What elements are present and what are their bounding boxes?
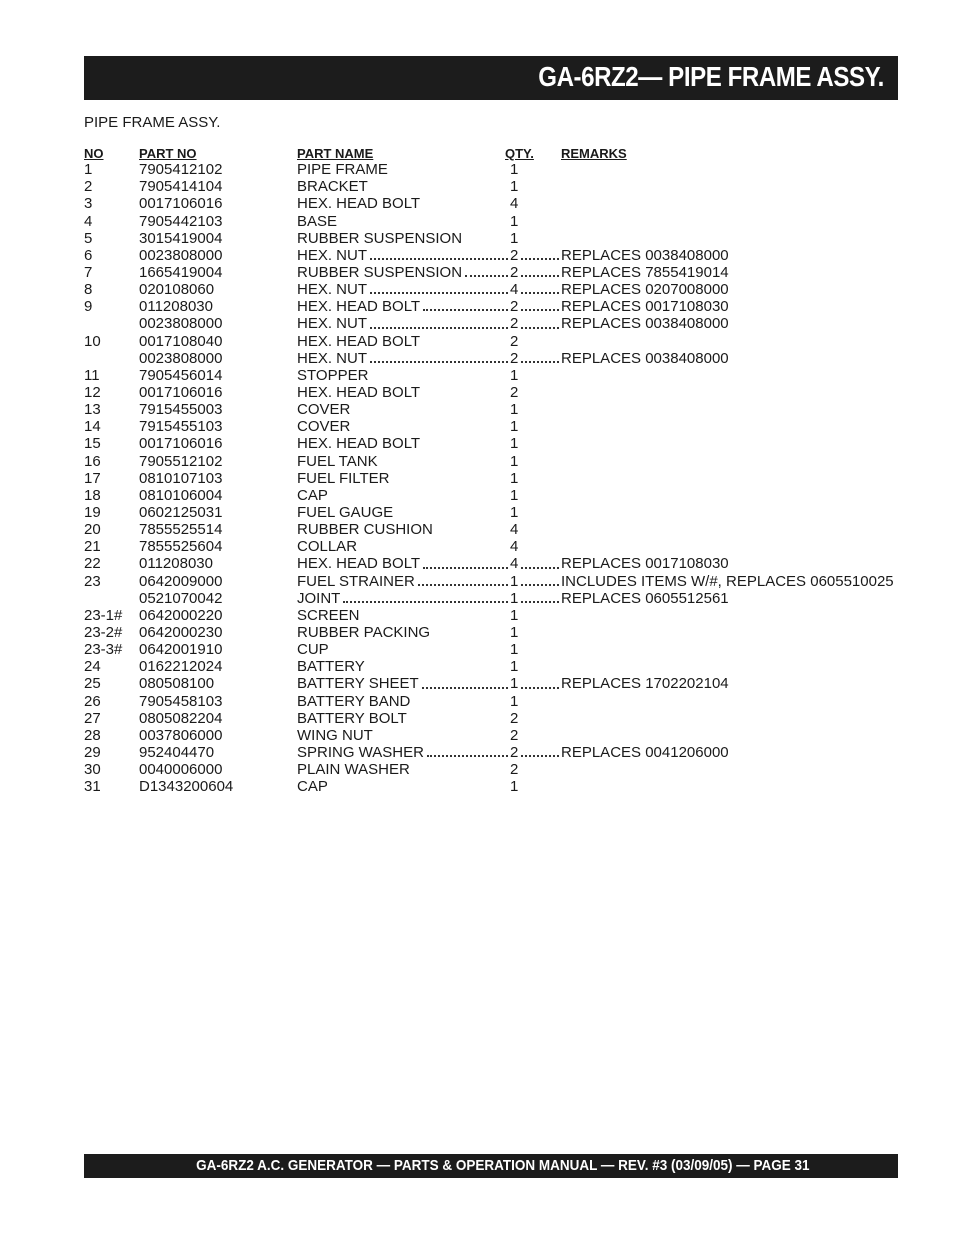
table-row — [84, 435, 898, 452]
part-no: 0023808000 — [139, 349, 223, 367]
remarks: REPLACES 0038408000 — [561, 349, 729, 367]
table-body — [84, 161, 898, 795]
part-number-index: 23-1# — [84, 606, 123, 624]
part-no: 952404470 — [139, 743, 215, 761]
table-row — [84, 487, 898, 504]
table-row — [84, 641, 898, 658]
part-no: 7905512102 — [139, 452, 223, 470]
qty: 1 — [510, 212, 519, 230]
part-no: 7915455003 — [139, 401, 223, 419]
table-row — [84, 333, 898, 350]
dotted-leader — [370, 324, 508, 329]
qty: 2 — [510, 743, 519, 761]
part-name: WING NUT — [297, 726, 373, 744]
remarks: REPLACES 0017108030 — [561, 555, 729, 573]
part-name: SCREEN — [297, 606, 360, 624]
table-row — [84, 161, 898, 178]
qty: 1 — [510, 161, 519, 179]
table-row — [84, 178, 898, 195]
part-no: 080508100 — [139, 675, 215, 693]
part-name: JOINT — [297, 589, 341, 607]
part-number-index: 6 — [84, 246, 93, 264]
table-row — [84, 624, 898, 641]
part-name: HEX. HEAD BOLT — [297, 555, 421, 573]
part-name: HEX. NUT — [297, 246, 368, 264]
part-no: 7855525604 — [139, 538, 223, 556]
part-number-index: 5 — [84, 229, 93, 247]
part-name: RUBBER CUSHION — [297, 521, 433, 539]
dotted-leader — [521, 324, 559, 329]
table-row — [84, 230, 898, 247]
part-name: COLLAR — [297, 538, 358, 556]
part-number-index: 29 — [84, 743, 101, 761]
part-name: FUEL STRAINER — [297, 572, 415, 590]
part-no: 1665419004 — [139, 263, 223, 281]
table-row — [84, 264, 898, 281]
dotted-leader — [521, 684, 559, 689]
part-name: HEX. HEAD BOLT — [297, 195, 421, 213]
part-name: HEX. HEAD BOLT — [297, 435, 421, 453]
qty: 2 — [510, 349, 519, 367]
qty: 1 — [510, 366, 519, 384]
qty: 4 — [510, 521, 519, 539]
part-no: 0521070042 — [139, 589, 223, 607]
qty: 1 — [510, 778, 519, 796]
table-row — [84, 658, 898, 675]
part-name: BATTERY BAND — [297, 692, 411, 710]
remarks: REPLACES 7855419014 — [561, 263, 729, 281]
qty: 4 — [510, 538, 519, 556]
dotted-leader — [423, 306, 508, 311]
dotted-leader — [521, 752, 559, 757]
qty: 2 — [510, 761, 519, 779]
part-no: 7905458103 — [139, 692, 223, 710]
part-number-index: 20 — [84, 521, 101, 539]
part-no: 0023808000 — [139, 246, 223, 264]
table-row — [84, 710, 898, 727]
table-row — [84, 315, 898, 332]
dotted-leader — [521, 255, 559, 260]
dotted-leader — [423, 564, 508, 569]
part-number-index: 11 — [84, 366, 100, 384]
dotted-leader — [521, 564, 559, 569]
part-no: 0805082204 — [139, 709, 223, 727]
part-no: 0642000230 — [139, 623, 223, 641]
dotted-leader — [521, 289, 559, 294]
part-number-index: 27 — [84, 709, 101, 727]
part-no: 0642009000 — [139, 572, 223, 590]
part-name: HEX. HEAD BOLT — [297, 332, 421, 350]
part-name: HEX. NUT — [297, 315, 368, 333]
dotted-leader — [370, 358, 508, 363]
table-row — [84, 298, 898, 315]
part-no: 0602125031 — [139, 503, 223, 521]
table-row — [84, 607, 898, 624]
part-name: COVER — [297, 418, 351, 436]
qty: 1 — [510, 435, 519, 453]
qty: 2 — [510, 263, 519, 281]
part-name: PIPE FRAME — [297, 161, 388, 179]
part-number-index: 9 — [84, 298, 93, 316]
part-no: 7915455103 — [139, 418, 223, 436]
table-row — [84, 727, 898, 744]
table-row — [84, 555, 898, 572]
qty: 2 — [510, 383, 519, 401]
dotted-leader — [521, 358, 559, 363]
qty: 2 — [510, 298, 519, 316]
table-row — [84, 401, 898, 418]
dotted-leader — [418, 581, 508, 586]
qty: 1 — [510, 658, 519, 676]
dotted-leader — [521, 306, 559, 311]
qty: 1 — [510, 692, 519, 710]
remarks: REPLACES 1702202104 — [561, 675, 729, 693]
dotted-leader — [370, 255, 508, 260]
part-number-index: 22 — [84, 555, 101, 573]
table-row — [84, 195, 898, 212]
table-row — [84, 538, 898, 555]
dotted-leader — [343, 598, 508, 603]
part-number-index: 16 — [84, 452, 101, 470]
page-title: GA-6RZ2— PIPE FRAME ASSY. — [538, 61, 884, 92]
part-no: 3015419004 — [139, 229, 223, 247]
part-name: HEX. NUT — [297, 349, 368, 367]
part-no: 0023808000 — [139, 315, 223, 333]
table-row — [84, 504, 898, 521]
table-row — [84, 213, 898, 230]
title-bar — [84, 56, 898, 100]
column-header-no: NO — [84, 146, 104, 161]
qty: 1 — [510, 503, 519, 521]
qty: 2 — [510, 726, 519, 744]
table-row — [84, 761, 898, 778]
footer-text: GA-6RZ2 A.C. GENERATOR — PARTS & OPERATION MANUAL — REV. #3 (03/09/05) — PAGE 31 — [196, 1157, 810, 1174]
qty: 4 — [510, 555, 519, 573]
qty: 1 — [510, 572, 519, 590]
part-name: BASE — [297, 212, 338, 230]
qty: 4 — [510, 195, 519, 213]
table-row — [84, 384, 898, 401]
part-number-index: 23-3# — [84, 641, 123, 659]
table-row — [84, 693, 898, 710]
remarks: INCLUDES ITEMS W/#, REPLACES 0605510025 — [561, 572, 894, 590]
part-name: RUBBER SUSPENSION — [297, 229, 463, 247]
table-row — [84, 590, 898, 607]
part-number-index: 25 — [84, 675, 101, 693]
part-number-index: 24 — [84, 658, 101, 676]
qty: 2 — [510, 246, 519, 264]
table-row — [84, 418, 898, 435]
part-name: BRACKET — [297, 178, 368, 196]
part-number-index: 23-2# — [84, 623, 123, 641]
part-name: SPRING WASHER — [297, 743, 424, 761]
qty: 1 — [510, 486, 519, 504]
qty: 1 — [510, 452, 519, 470]
part-number-index: 19 — [84, 503, 101, 521]
section-label: PIPE FRAME ASSY. — [84, 114, 221, 131]
dotted-leader — [370, 289, 508, 294]
table-row — [84, 453, 898, 470]
part-number-index: 1 — [84, 161, 93, 179]
part-name: HEX. NUT — [297, 281, 368, 299]
table-row — [84, 470, 898, 487]
table-row — [84, 573, 898, 590]
part-name: FUEL FILTER — [297, 469, 390, 487]
part-no: 0017106016 — [139, 435, 223, 453]
table-row — [84, 744, 898, 761]
dotted-leader — [521, 581, 559, 586]
part-number-index: 26 — [84, 692, 101, 710]
part-number-index: 3 — [84, 195, 93, 213]
part-name: RUBBER SUSPENSION — [297, 263, 463, 281]
table-row — [84, 367, 898, 384]
remarks: REPLACES 0038408000 — [561, 246, 729, 264]
part-no: 0642001910 — [139, 641, 223, 659]
column-header-qty: QTY. — [505, 146, 534, 161]
part-no: 7905412102 — [139, 161, 223, 179]
qty: 1 — [510, 178, 519, 196]
column-header-part-no: PART NO — [139, 146, 197, 161]
part-name: BATTERY BOLT — [297, 709, 407, 727]
part-name: FUEL GAUGE — [297, 503, 394, 521]
part-name: PLAIN WASHER — [297, 761, 410, 779]
part-no: 7905456014 — [139, 366, 223, 384]
part-name: CAP — [297, 486, 328, 504]
remarks: REPLACES 0038408000 — [561, 315, 729, 333]
part-no: 7905414104 — [139, 178, 223, 196]
qty: 1 — [510, 418, 519, 436]
part-name: CAP — [297, 778, 328, 796]
part-no: 011208030 — [139, 298, 213, 316]
part-no: 0017106016 — [139, 195, 223, 213]
part-number-index: 13 — [84, 401, 101, 419]
part-no: D1343200604 — [139, 778, 234, 796]
part-no: 7855525514 — [139, 521, 223, 539]
column-header-remarks: REMARKS — [561, 146, 627, 161]
part-no: 0162212024 — [139, 658, 223, 676]
dotted-leader — [427, 752, 508, 757]
dotted-leader — [521, 272, 559, 277]
part-no: 0017108040 — [139, 332, 223, 350]
part-number-index: 31 — [84, 778, 101, 796]
qty: 1 — [510, 606, 519, 624]
table-row — [84, 675, 898, 692]
dotted-leader — [521, 598, 559, 603]
part-no: 011208030 — [139, 555, 213, 573]
part-name: RUBBER PACKING — [297, 623, 431, 641]
qty: 2 — [510, 332, 519, 350]
part-number-index: 7 — [84, 263, 93, 281]
part-no: 0017106016 — [139, 383, 223, 401]
footer-bar — [84, 1154, 898, 1178]
part-no: 0040006000 — [139, 761, 223, 779]
part-name: COVER — [297, 401, 351, 419]
part-no: 020108060 — [139, 281, 215, 299]
part-number-index: 30 — [84, 761, 101, 779]
part-number-index: 28 — [84, 726, 101, 744]
table-row — [84, 281, 898, 298]
table-header-row — [84, 144, 898, 161]
qty: 1 — [510, 623, 519, 641]
qty: 1 — [510, 675, 519, 693]
parts-table — [84, 144, 898, 795]
part-no: 0810106004 — [139, 486, 223, 504]
remarks: REPLACES 0605512561 — [561, 589, 729, 607]
part-name: FUEL TANK — [297, 452, 378, 470]
remarks: REPLACES 0017108030 — [561, 298, 729, 316]
table-row — [84, 247, 898, 264]
part-no: 0037806000 — [139, 726, 223, 744]
part-no: 7905442103 — [139, 212, 223, 230]
column-header-part-name: PART NAME — [297, 146, 374, 161]
table-row — [84, 350, 898, 367]
part-no: 0642000220 — [139, 606, 223, 624]
part-number-index: 21 — [84, 538, 101, 556]
qty: 4 — [510, 281, 519, 299]
table-row — [84, 778, 898, 795]
qty: 1 — [510, 229, 519, 247]
part-name: HEX. HEAD BOLT — [297, 298, 421, 316]
remarks: REPLACES 0207008000 — [561, 281, 729, 299]
part-name: HEX. HEAD BOLT — [297, 383, 421, 401]
remarks: REPLACES 0041206000 — [561, 743, 729, 761]
dotted-leader — [465, 272, 508, 277]
part-number-index: 8 — [84, 281, 93, 299]
part-number-index: 4 — [84, 212, 93, 230]
part-number-index: 12 — [84, 383, 101, 401]
part-name: BATTERY — [297, 658, 365, 676]
qty: 2 — [510, 709, 519, 727]
qty: 1 — [510, 401, 519, 419]
part-number-index: 10 — [84, 332, 101, 350]
part-number-index: 18 — [84, 486, 101, 504]
qty: 1 — [510, 589, 519, 607]
part-number-index: 2 — [84, 178, 93, 196]
table-row — [84, 521, 898, 538]
part-no: 0810107103 — [139, 469, 223, 487]
part-number-index: 23 — [84, 572, 101, 590]
dotted-leader — [422, 684, 508, 689]
part-number-index: 15 — [84, 435, 101, 453]
part-number-index: 17 — [84, 469, 101, 487]
qty: 2 — [510, 315, 519, 333]
qty: 1 — [510, 641, 519, 659]
part-number-index: 14 — [84, 418, 101, 436]
part-name: BATTERY SHEET — [297, 675, 419, 693]
part-name: CUP — [297, 641, 329, 659]
qty: 1 — [510, 469, 519, 487]
part-name: STOPPER — [297, 366, 369, 384]
